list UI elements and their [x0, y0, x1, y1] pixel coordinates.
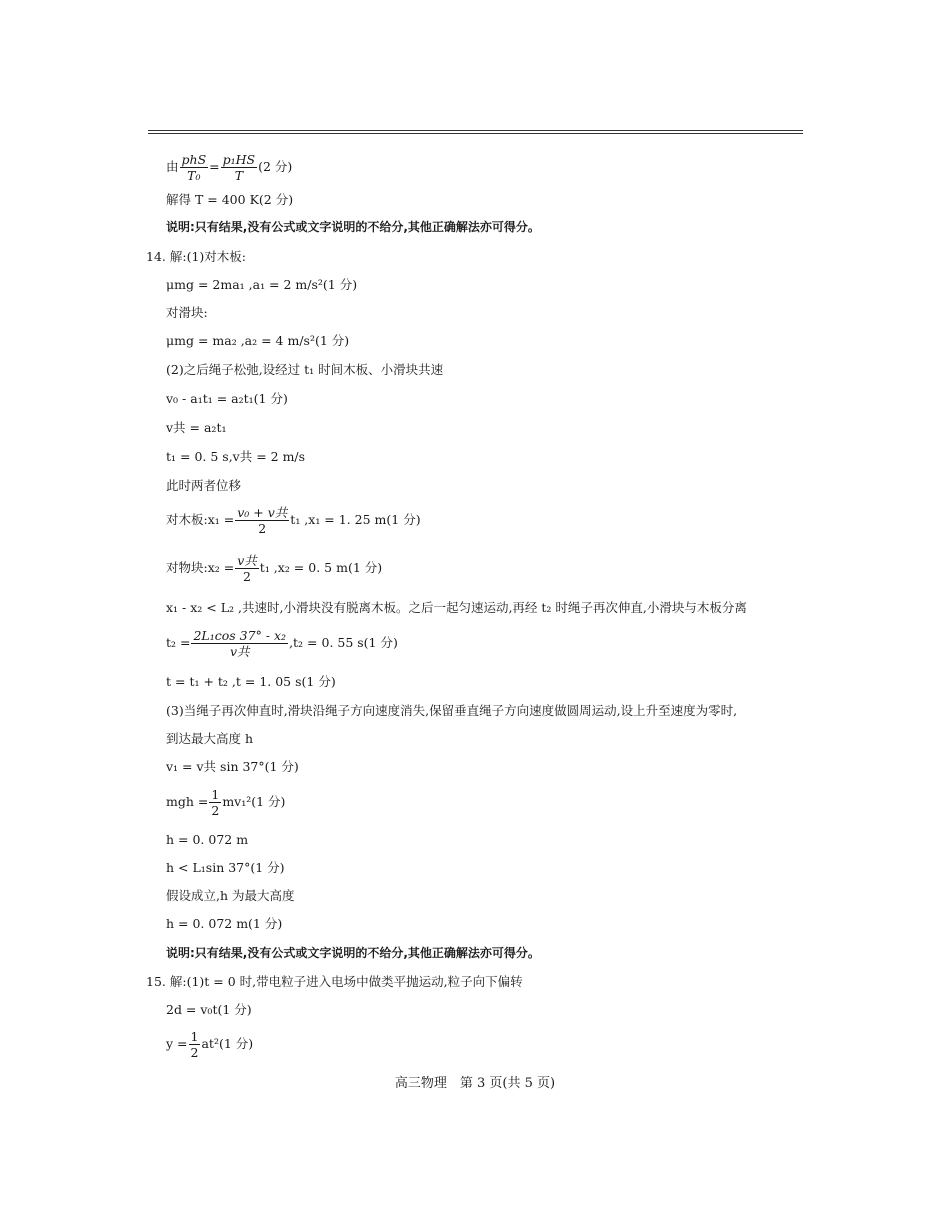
text-line: (3)当绳子再次伸直时,滑块沿绳子方向速度消失,保留垂直绳子方向速度做圆周运动,设上升至速度为零时, — [166, 703, 738, 718]
text-line: t₁ = 0. 5 s,v共 = 2 m/s — [166, 449, 306, 464]
question-15-heading: 15. 解:(1)t = 0 时,带电粒子进入电场中做类平抛运动,粒子向下偏转 — [146, 974, 523, 989]
text-line: (2)之后绳子松弛,设经过 t₁ 时间木板、小滑块共速 — [166, 362, 444, 377]
scoring-note: 说明:只有结果,没有公式或文字说明的不给分,其他正确解法亦可得分。 — [166, 220, 540, 234]
equation-gas-law: 由 $\frac{\text{phS}}{\text{T₀}}$ = $\frac{\text{p₁HS}}{T}$ (2 分) — [166, 152, 293, 183]
text-line: v₀ - a₁t₁ = a₂t₁(1 分) — [166, 391, 288, 406]
text-line: μmg = ma₂ ,a₂ = 4 m/s²(1 分) — [166, 333, 350, 348]
text-line: 此时两者位移 — [166, 478, 242, 493]
fraction: $\frac{\text{v₀ + v共}}{2}$ — [237, 505, 288, 536]
equation-t2: t₂ = $\frac{\text{2L₁cos 37° - x₂}}{\text{v共}}$ ,t₂ = 0. 55 s(1 分) — [166, 628, 398, 659]
text-line: μmg = 2ma₁ ,a₁ = 2 m/s²(1 分) — [166, 277, 358, 292]
header-rule-top — [148, 130, 803, 131]
text-line: 解得 T = 400 K(2 分) — [166, 192, 294, 207]
text-line: 2d = v₀t(1 分) — [166, 1002, 252, 1017]
text-line: x₁ - x₂ < L₂ ,共速时,小滑块没有脱离木板。之后一起匀速运动,再经 t₂ 时绳子再次伸直,小滑块与木板分离 — [166, 600, 747, 615]
equation-energy: mgh = $\frac{1}{2}$ mv₁²(1 分) — [166, 787, 286, 818]
text-line: 到达最大高度 h — [166, 731, 254, 746]
text-line: 对滑块: — [166, 305, 208, 320]
page-footer: 高三物理 第 3 页(共 5 页) — [394, 1076, 556, 1091]
text-line: v共 = a₂t₁ — [166, 420, 227, 435]
text-line: h = 0. 072 m(1 分) — [166, 916, 283, 931]
fraction: $\frac{\text{p₁HS}}{T}$ — [222, 152, 256, 183]
fraction: $\frac{\text{2L₁cos 37° - x₂}}{\text{v共}}$ — [193, 628, 287, 659]
fraction: $\frac{1}{2}$ — [190, 1029, 199, 1060]
equation-board-displacement: 对木板:x₁ = $\frac{\text{v₀ + v共}}{2}$ t₁ ,x₁ = 1. 25 m(1 分) — [166, 505, 421, 536]
scoring-note: 说明:只有结果,没有公式或文字说明的不给分,其他正确解法亦可得分。 — [166, 946, 540, 960]
text-line: v₁ = v共 sin 37°(1 分) — [166, 759, 299, 774]
fraction: $\frac{1}{2}$ — [211, 787, 220, 818]
equation-displacement-y: y = $\frac{1}{2}$ at²(1 分) — [166, 1029, 254, 1060]
text-line: 假设成立,h 为最大高度 — [166, 888, 295, 903]
fraction: $\frac{\text{v共}}{2}$ — [237, 553, 257, 584]
question-14-heading: 14. 解:(1)对木板: — [146, 249, 246, 264]
text-line: t = t₁ + t₂ ,t = 1. 05 s(1 分) — [166, 674, 336, 689]
header-rule-bottom — [148, 133, 803, 134]
text-line: h = 0. 072 m — [166, 832, 249, 847]
equation-block-displacement: 对物块:x₂ = $\frac{\text{v共}}{2}$ t₁ ,x₂ = 0. 5 m(1 分) — [166, 553, 383, 584]
fraction: $\frac{\text{phS}}{\text{T₀}}$ — [181, 152, 207, 183]
text-line: h < L₁sin 37°(1 分) — [166, 860, 285, 875]
